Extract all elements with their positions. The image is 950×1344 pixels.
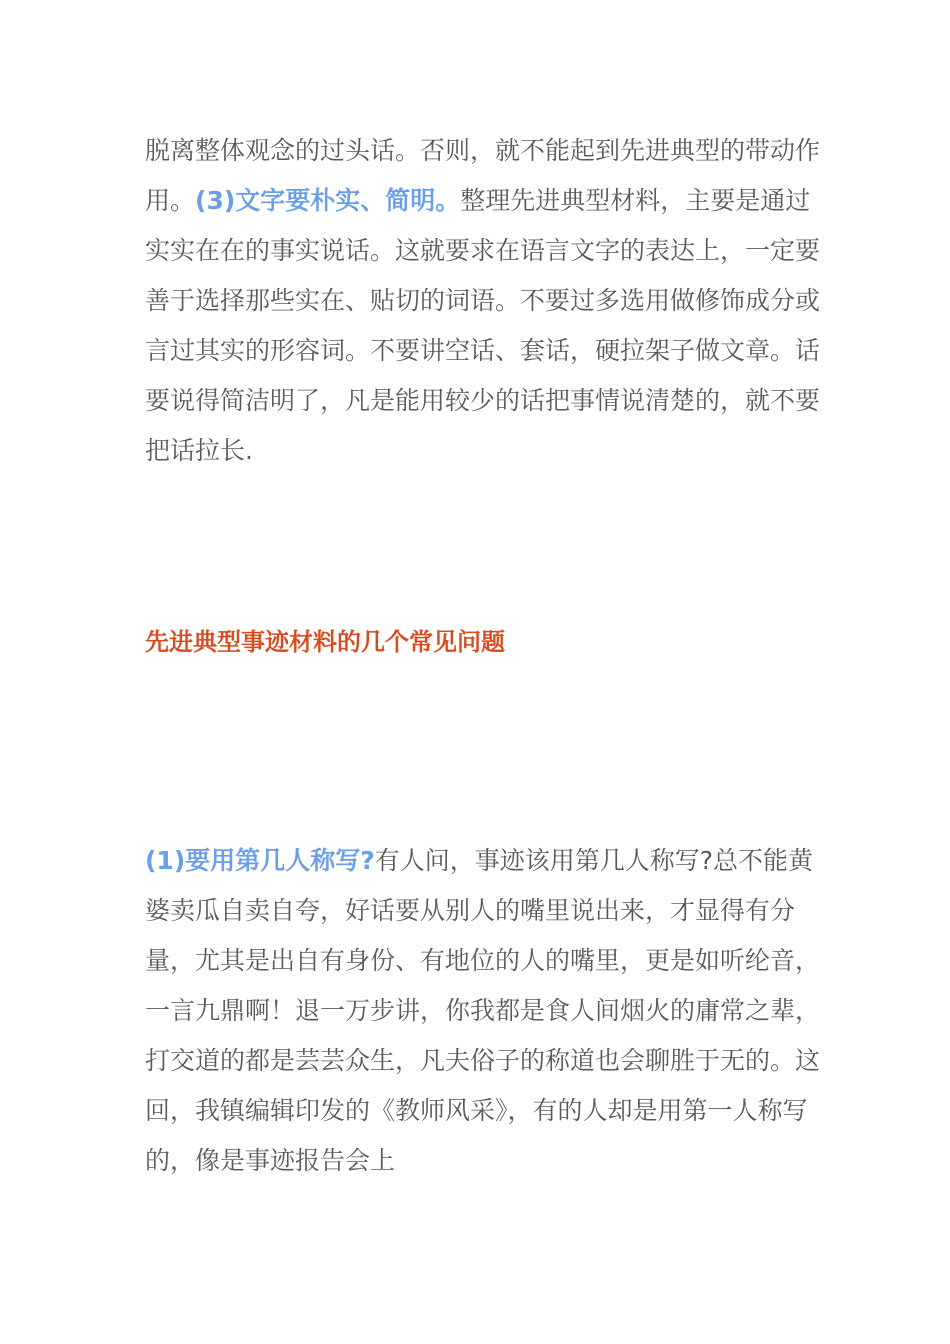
paragraph-writing-style [145,126,825,476]
paragraph-body-text: 有人问，事迹该用第几人称写?总不能黄婆卖瓜自卖自夸，好话要从别人的嘴里说出来，才显得有分量，尤其是出自有身份、有地位的人的嘴里，更是如听纶音，一言九鼎啊！退一万步讲，你我都是食人间烟火的庸常之辈，打交道的都是芸芸众生，凡夫俗子的称道也会聊胜于无的。这回，我镇编辑印发的《教师风采》，有的人却是用第一人称写的，像是事迹报告会上 [145,846,821,1175]
section-heading: 先进典型事迹材料的几个常见问题 [145,628,505,656]
point-1-heading: (1)要用第几人称写? [145,846,375,875]
point-3-heading: (3)文字要朴实、简明。 [195,186,461,215]
paragraph-body-text: 整理先进典型材料，主要是通过实实在在的事实说话。这就要求在语言文字的表达上，一定要善于选择那些实在、贴切的词语。不要过多选用做修饰成分或言过其实的形容词。不要讲空话、套话，硬拉架子做文章。话要说得简洁明了，凡是能用较少的话把事情说清楚的，就不要把话拉长. [145,186,821,465]
paragraph-lead-text: 脱离整体观念的过头话。否则，就不能起到先进典型的带动作用。 [145,136,821,215]
paragraph-narrative-person [145,836,825,1186]
